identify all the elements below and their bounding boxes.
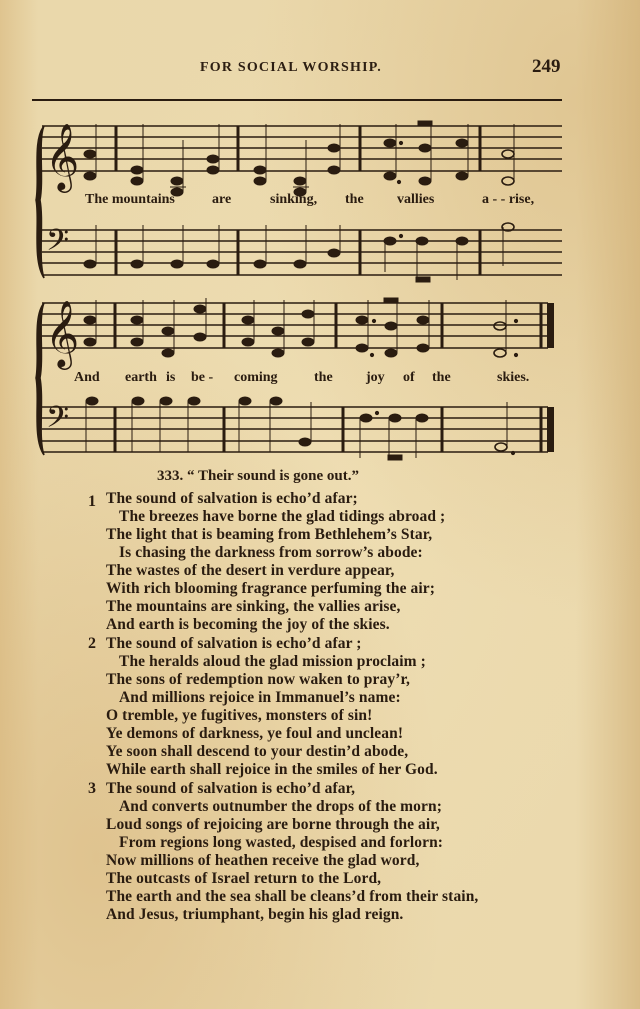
verse-line: And earth is becoming the joy of the skies. — [106, 616, 390, 633]
lyric: And — [74, 370, 100, 385]
lyric: coming — [234, 370, 278, 385]
score-staves — [0, 0, 640, 470]
lyric: joy — [366, 370, 385, 385]
bass-clef-icon: 𝄢 — [46, 401, 70, 442]
page-number: 249 — [532, 56, 561, 77]
lyric: The mountains — [85, 192, 175, 207]
verse-line: While earth shall rejoice in the smiles of her God. — [106, 761, 438, 778]
verse-line: From regions long wasted, despised and forlorn: — [119, 834, 444, 851]
verse-number: 3 — [88, 780, 96, 797]
verse-line: Now millions of heathen receive the glad word, — [106, 852, 420, 869]
verse-line: The outcasts of Israel return to the Lord, — [106, 870, 382, 887]
lyric: the — [314, 370, 333, 385]
final-barline — [547, 303, 554, 348]
verse-line: And millions rejoice in Immanuel’s name: — [119, 689, 401, 706]
verse-line: The earth and the sea shall be cleans’d from their stain, — [106, 888, 479, 905]
verse-number: 1 — [88, 493, 96, 510]
verse-line: And Jesus, triumphant, begin his glad reign. — [106, 906, 404, 923]
lyric: are — [212, 192, 232, 207]
verse-line: Ye soon shall descend to your destin’d abode, — [106, 743, 409, 760]
running-head: FOR SOCIAL WORSHIP. — [200, 60, 382, 75]
hymn-title: 333. “ Their sound is gone out.” — [157, 468, 359, 484]
lyric: the — [345, 192, 364, 207]
verse-line: The sons of redemption now waken to pray’r, — [106, 671, 410, 688]
verse-line: Loud songs of rejoicing are borne through the air, — [106, 816, 440, 833]
verse-line: And converts outnumber the drops of the morn; — [119, 798, 442, 815]
verse-line: The wastes of the desert in verdure appear, — [106, 562, 395, 579]
verse-line: The sound of salvation is echo’d afar ; — [106, 635, 362, 652]
lyric: of — [403, 370, 415, 385]
verse-line: With rich blooming fragrance perfuming the air; — [106, 580, 436, 597]
lyric: a - - rise, — [482, 192, 535, 207]
verse-line: The mountains are sinking, the vallies arise, — [106, 598, 401, 615]
verse-line: The sound of salvation is echo’d afar, — [106, 780, 356, 797]
final-barline — [547, 407, 554, 452]
lyric: vallies — [397, 192, 435, 207]
bass-clef-icon: 𝄢 — [46, 224, 70, 265]
verse-line: The breezes have borne the glad tidings abroad ; — [119, 508, 446, 525]
verse-line: O tremble, ye fugitives, monsters of sin! — [106, 707, 373, 724]
lyric: be - — [191, 370, 214, 385]
verse-line: Ye demons of darkness, ye foul and unclean! — [106, 725, 404, 742]
lyric: is — [166, 370, 176, 385]
lyric: sinking, — [270, 192, 318, 207]
verse-line: The heralds aloud the glad mission proclaim ; — [119, 653, 426, 670]
music-score — [0, 0, 640, 470]
verse-line: The light that is beaming from Bethlehem’s Star, — [106, 526, 433, 543]
verse-line: The sound of salvation is echo’d afar; — [106, 490, 358, 507]
lyric: earth — [125, 370, 157, 385]
verse-number: 2 — [88, 635, 96, 652]
verse-line: Is chasing the darkness from sorrow’s abode: — [119, 544, 423, 561]
treble-clef-icon: 𝄞 — [45, 299, 80, 367]
lyric: the — [432, 370, 451, 385]
treble-clef-icon: 𝄞 — [45, 122, 80, 190]
lyric: skies. — [497, 370, 530, 385]
